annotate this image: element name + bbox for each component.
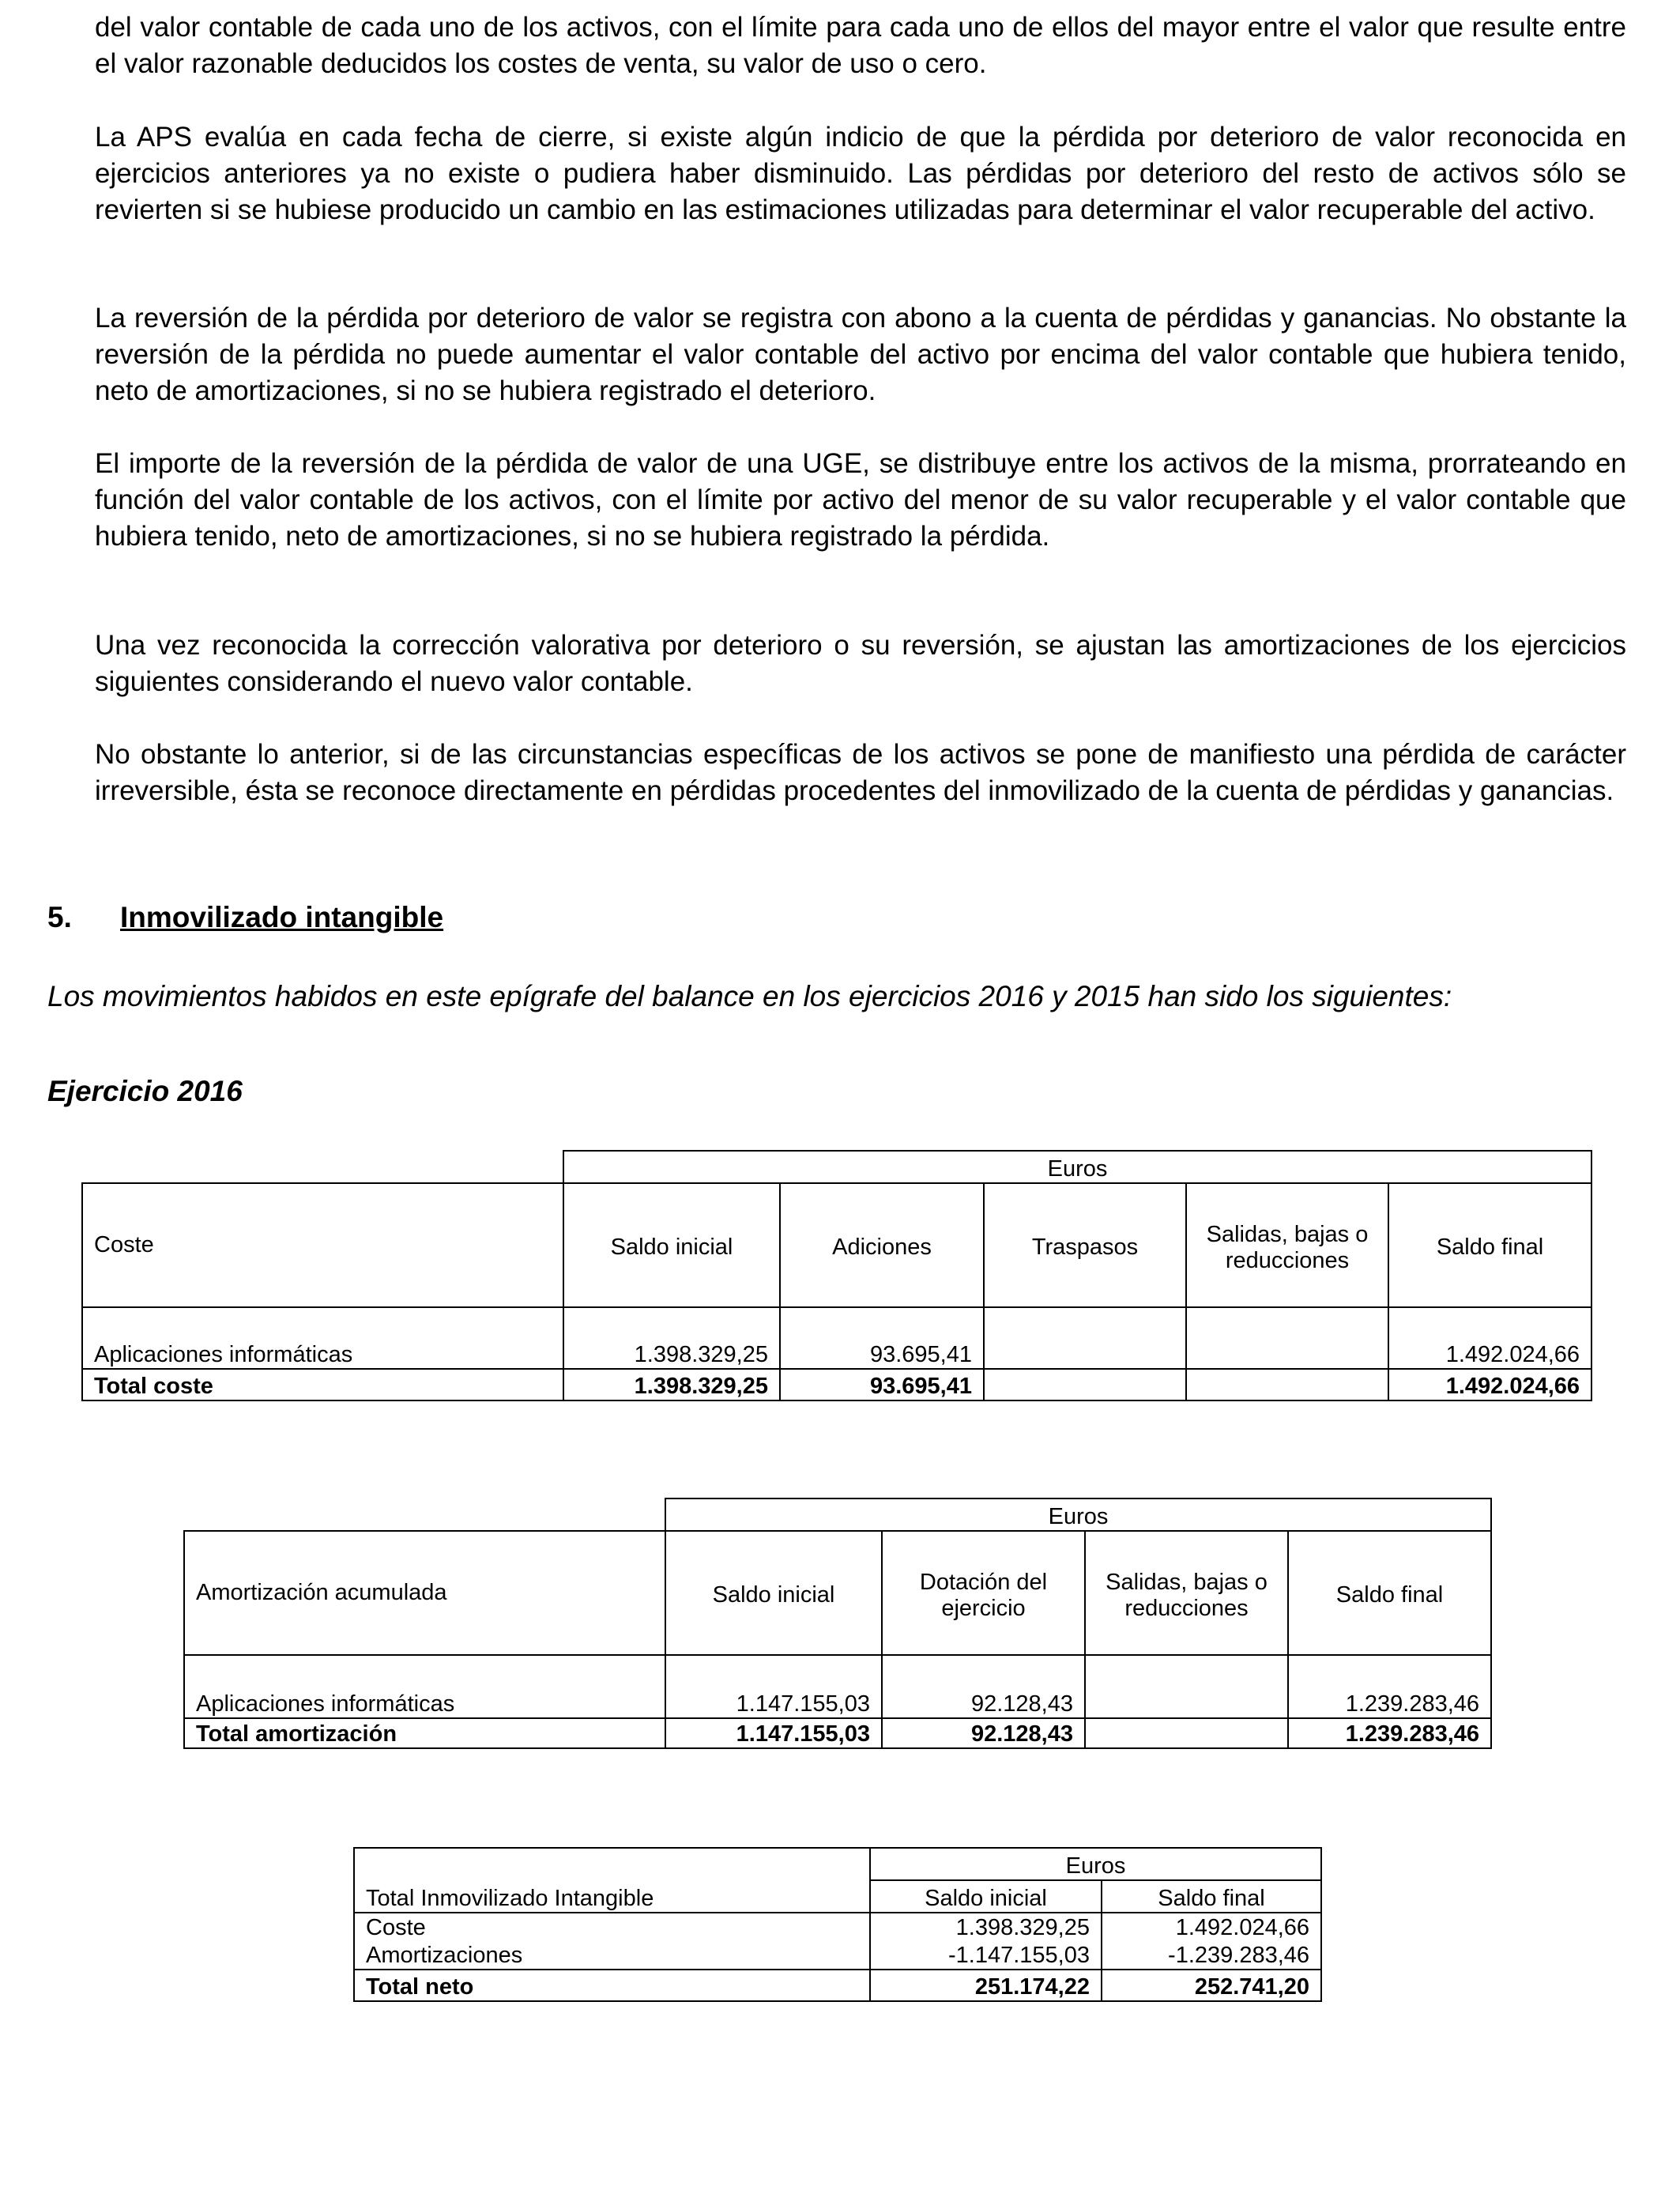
net-row-header: Total Inmovilizado Intangible bbox=[354, 1880, 870, 1913]
table-row bbox=[184, 1655, 1491, 1718]
cell-value: 1.492.024,66 bbox=[1102, 1913, 1321, 1941]
table-row bbox=[82, 1307, 1591, 1369]
section-heading bbox=[47, 901, 443, 934]
cell-value: 92.128,43 bbox=[882, 1655, 1085, 1718]
year-subheading: Ejercicio 2016 bbox=[47, 1075, 243, 1107]
net-header-blank bbox=[354, 1848, 870, 1880]
cell-value bbox=[1085, 1718, 1288, 1748]
row-label: Aplicaciones informáticas bbox=[184, 1655, 665, 1718]
net-col-header: Saldo inicial bbox=[870, 1880, 1102, 1913]
cell-value: 93.695,41 bbox=[780, 1369, 984, 1400]
cell-value: 252.741,20 bbox=[1102, 1970, 1321, 2001]
paragraph-1: del valor contable de cada uno de los activos, con el límite para cada uno de ellos del mayor entre el valor que resulte entre el valor razonable deducidos los costes de venta, su valor de uso o cero. bbox=[95, 12, 1626, 79]
cell-value: 251.174,22 bbox=[870, 1970, 1102, 2001]
amort-row-header: Amortización acumulada bbox=[184, 1531, 665, 1655]
row-label: Total neto bbox=[354, 1970, 870, 2001]
cell-value bbox=[1085, 1655, 1288, 1718]
section-number: 5. bbox=[47, 901, 72, 933]
amort-col-header: Salidas, bajas o reducciones bbox=[1085, 1531, 1288, 1655]
amort-col-header: Saldo inicial bbox=[665, 1531, 882, 1655]
amort-currency-header: Euros bbox=[665, 1498, 1491, 1531]
cell-value: 1.239.283,46 bbox=[1288, 1718, 1491, 1748]
cell-value: 1.398.329,25 bbox=[563, 1369, 780, 1400]
cell-value: 1.398.329,25 bbox=[870, 1913, 1102, 1941]
cost-col-header: Traspasos bbox=[984, 1183, 1186, 1307]
row-label: Coste bbox=[354, 1913, 870, 1941]
cell-value: 1.398.329,25 bbox=[563, 1307, 780, 1369]
section-intro: Los movimientos habidos en este epígrafe del balance en los ejercicios 2016 y 2015 han sido los siguientes: bbox=[47, 980, 1452, 1012]
cost-header-blank bbox=[82, 1151, 563, 1183]
table-row bbox=[354, 1970, 1321, 2001]
cell-value: 1.239.283,46 bbox=[1288, 1655, 1491, 1718]
cost-currency-header: Euros bbox=[563, 1151, 1591, 1183]
cost-table bbox=[81, 1150, 1592, 1401]
section-title: Inmovilizado intangible bbox=[120, 901, 444, 933]
cell-value: -1.239.283,46 bbox=[1102, 1941, 1321, 1970]
cost-row-header: Coste bbox=[82, 1183, 563, 1307]
table-row bbox=[82, 1369, 1591, 1400]
cell-value bbox=[984, 1369, 1186, 1400]
cost-col-header: Salidas, bajas o reducciones bbox=[1186, 1183, 1388, 1307]
table-row bbox=[354, 1913, 1321, 1941]
amortization-table bbox=[183, 1498, 1492, 1749]
amort-header-blank bbox=[184, 1498, 665, 1531]
table-row bbox=[354, 1941, 1321, 1970]
paragraph-2: La APS evalúa en cada fecha de cierre, si existe algún indicio de que la pérdida por deterioro de valor reconocida en ejercicios anteriores ya no existe o pudiera haber disminuido. Las pérdidas por deterioro del resto de activos sólo se revierten si se hubiese producido un cambio en las estimaciones utilizadas para determinar el valor recuperable del activo. bbox=[95, 122, 1626, 225]
paragraph-5: Una vez reconocida la corrección valorativa por deterioro o su reversión, se ajustan las amortizaciones de los ejercicios siguientes considerando el nuevo valor contable. bbox=[95, 630, 1626, 697]
cost-col-header: Saldo final bbox=[1388, 1183, 1591, 1307]
paragraph-6: No obstante lo anterior, si de las circunstancias específicas de los activos se pone de manifiesto una pérdida de carácter irreversible, ésta se reconoce directamente en pérdidas procedentes del inmovilizado de la cuenta de pérdidas y ganancias. bbox=[95, 739, 1626, 806]
net-total-table bbox=[353, 1847, 1322, 2002]
row-label: Amortizaciones bbox=[354, 1941, 870, 1970]
cell-value bbox=[1186, 1369, 1388, 1400]
cell-value: 1.147.155,03 bbox=[665, 1718, 882, 1748]
net-col-header: Saldo final bbox=[1102, 1880, 1321, 1913]
net-currency-header: Euros bbox=[870, 1848, 1321, 1880]
row-label: Total amortización bbox=[184, 1718, 665, 1748]
cell-value: 1.492.024,66 bbox=[1388, 1369, 1591, 1400]
row-label: Total coste bbox=[82, 1369, 563, 1400]
cell-value: 93.695,41 bbox=[780, 1307, 984, 1369]
paragraph-3: La reversión de la pérdida por deterioro de valor se registra con abono a la cuenta de pérdidas y ganancias. No obstante la reversión de la pérdida no puede aumentar el valor contable del activo por encima del valor contable que hubiera tenido, neto de amortizaciones, si no se hubiera registrado el deterioro. bbox=[95, 303, 1626, 406]
cell-value: -1.147.155,03 bbox=[870, 1941, 1102, 1970]
paragraph-4: El importe de la reversión de la pérdida de valor de una UGE, se distribuye entre los activos de la misma, prorrateando en función del valor contable de los activos, con el límite por activo del menor de su valor recuperable y el valor contable que hubiera tenido, neto de amortizaciones, si no se hubiera registrado la pérdida. bbox=[95, 448, 1626, 552]
cell-value bbox=[984, 1307, 1186, 1369]
cell-value: 1.492.024,66 bbox=[1388, 1307, 1591, 1369]
table-row bbox=[184, 1718, 1491, 1748]
amort-col-header: Saldo final bbox=[1288, 1531, 1491, 1655]
cost-col-header: Saldo inicial bbox=[563, 1183, 780, 1307]
row-label: Aplicaciones informáticas bbox=[82, 1307, 563, 1369]
cell-value: 92.128,43 bbox=[882, 1718, 1085, 1748]
cell-value bbox=[1186, 1307, 1388, 1369]
cell-value: 1.147.155,03 bbox=[665, 1655, 882, 1718]
amort-col-header: Dotación del ejercicio bbox=[882, 1531, 1085, 1655]
cost-col-header: Adiciones bbox=[780, 1183, 984, 1307]
